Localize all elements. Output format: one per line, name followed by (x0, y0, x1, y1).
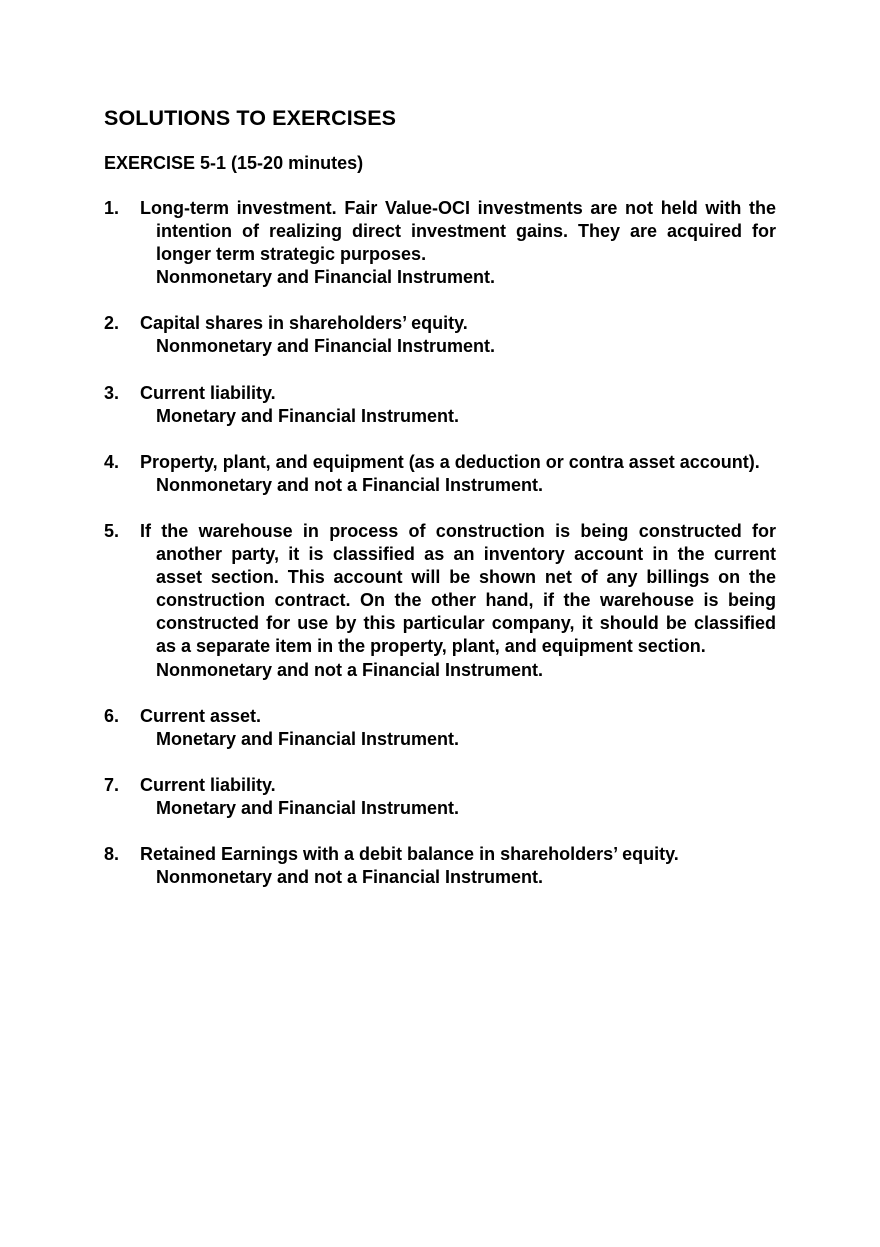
item-classification: Nonmonetary and Financial Instrument. (156, 336, 496, 357)
item-text: Long-term investment. Fair Value-OCI investments are not held with the intention of realizing direct investment gains. They are acquired for longer term strategic purposes. (140, 198, 776, 265)
list-item (104, 312, 776, 358)
item-number: 4. (104, 451, 120, 472)
item-number: 7. (104, 774, 120, 795)
item-text: If the warehouse in process of construction is being constructed for another party, it is classified as an inventory account in the current asset section. This account will be shown net of any billings on the construction contract. On the other hand, if the warehouse is being constructed for use by this particular company, it should be classified as a separate item in the property, plant, and equipment section. (140, 520, 776, 657)
item-number: 1. (104, 198, 120, 218)
item-text: Current asset. (140, 705, 262, 726)
document-page (104, 104, 776, 912)
item-classification: Monetary and Financial Instrument. (156, 728, 460, 749)
item-classification: Nonmonetary and Financial Instrument. (156, 267, 496, 288)
item-classification: Nonmonetary and not a Financial Instrument. (156, 474, 544, 495)
item-text: Capital shares in shareholders’ equity. (140, 313, 468, 334)
item-text: Property, plant, and equipment (as a deduction or contra asset account). (140, 451, 760, 472)
item-classification: Nonmonetary and not a Financial Instrument. (156, 659, 544, 680)
item-classification: Monetary and Financial Instrument. (156, 405, 460, 426)
item-number: 5. (104, 520, 120, 541)
list-item (104, 843, 776, 889)
list-item (104, 382, 776, 428)
exercise-heading: EXERCISE 5-1 (15-20 minutes) (104, 153, 364, 173)
list-item (104, 520, 776, 682)
solution-list (104, 197, 776, 889)
item-text: Current liability. (140, 382, 276, 403)
list-item (104, 705, 776, 751)
list-item (104, 774, 776, 820)
page-title: SOLUTIONS TO EXERCISES (104, 106, 397, 130)
item-text: Current liability. (140, 774, 276, 795)
list-item (104, 197, 776, 289)
item-number: 6. (104, 705, 120, 726)
list-item (104, 451, 776, 497)
item-number: 8. (104, 843, 120, 864)
item-number: 3. (104, 382, 120, 403)
item-text: Retained Earnings with a debit balance in shareholders’ equity. (140, 843, 679, 864)
item-classification: Monetary and Financial Instrument. (156, 797, 460, 818)
item-classification: Nonmonetary and not a Financial Instrument. (156, 867, 544, 888)
item-number: 2. (104, 313, 120, 334)
